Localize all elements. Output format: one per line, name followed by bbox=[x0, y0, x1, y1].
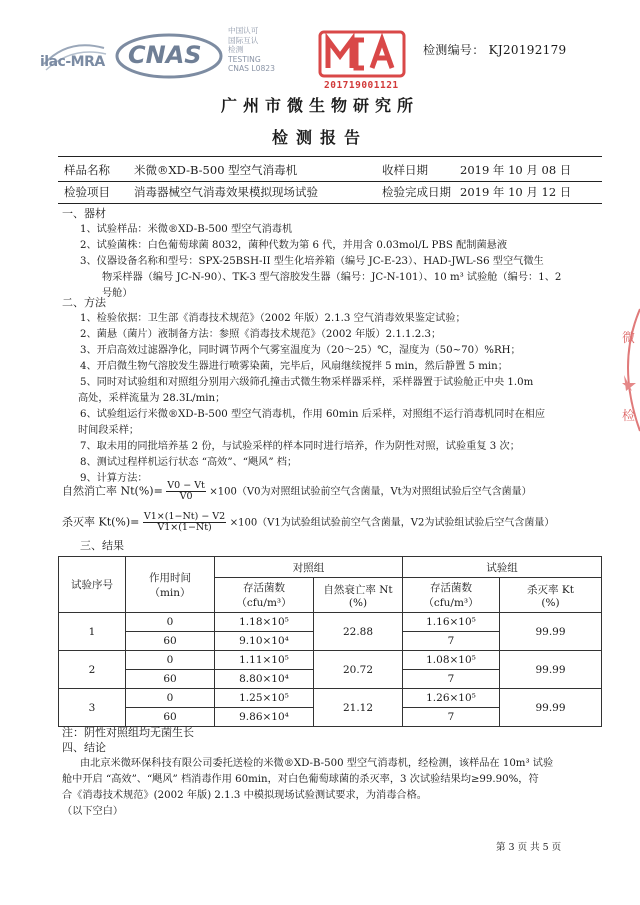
cell-count: 9.86×10⁴ bbox=[215, 708, 314, 727]
cnas-caption bbox=[228, 26, 300, 74]
header-test: 试验组 bbox=[403, 557, 602, 578]
cnas-text: CNAS bbox=[128, 41, 202, 69]
cell-count: 8.80×10⁴ bbox=[215, 670, 314, 689]
section-conclusion-title: 四、结论 bbox=[62, 741, 106, 754]
header-count-label: 存活菌数 bbox=[243, 582, 285, 594]
formula-tail: ×100（V0为对照组试验前空气含菌量，Vt为对照组试验后空气含菌量） bbox=[209, 486, 532, 498]
header-count-unit: （cfu/m³） bbox=[236, 597, 292, 609]
text-line: 物采样器（编号 JC-N-90）、TK-3 型气溶胶发生器（编号：JC-N-101）、10 m³ 试验舱（编号：1、2 bbox=[102, 272, 562, 283]
formula-lead: 杀灭率 Kt(%)= bbox=[62, 515, 140, 529]
cell-time: 60 bbox=[126, 670, 215, 689]
formula-kill-rate bbox=[62, 512, 554, 533]
divider bbox=[58, 203, 602, 204]
side-stamp bbox=[612, 305, 640, 435]
text-line: 2、菌悬（菌片）液制备方法：参照《消毒技术规范》（2002 年版）2.1.1.2.3； bbox=[80, 329, 442, 340]
cell-count-test: 7 bbox=[403, 708, 500, 727]
text-line: 合《消毒技术规范》(2002 年版) 2.1.3 中模拟现场试验测试要求，为消毒合格。 bbox=[62, 790, 427, 801]
header-time-unit: （min） bbox=[149, 586, 191, 599]
formula-fraction bbox=[143, 512, 226, 533]
text-line: 3、仪器设备名称和型号：SPX-25BSH-II 型生化培养箱（编号 JC-E-23）、HAD-JWL-S6 型空气微生 bbox=[80, 256, 544, 267]
cell-count-test: 1.26×10⁵ bbox=[403, 689, 500, 708]
cell-count-test: 7 bbox=[403, 632, 500, 651]
formula-numerator: V0 − Vt bbox=[167, 480, 205, 491]
cma-logo bbox=[318, 28, 428, 92]
cnas-line: TESTING bbox=[228, 54, 261, 64]
cell-time: 0 bbox=[126, 651, 215, 670]
table-header-row bbox=[59, 557, 602, 578]
result-note: 注：阴性对照组均无菌生长 bbox=[62, 726, 194, 739]
header-decay bbox=[314, 578, 403, 613]
cell-time: 0 bbox=[126, 689, 215, 708]
text-line: 2、试验菌株：白色葡萄球菌 8032，菌种代数为第 6 代，并用含 0.03mol/L PBS 配制菌悬液 bbox=[80, 240, 508, 251]
stamp-char: 检 bbox=[622, 409, 636, 424]
cell-count: 9.10×10⁴ bbox=[215, 632, 314, 651]
cell-decay: 22.88 bbox=[314, 613, 403, 651]
cnas-line: 中国认可 bbox=[228, 26, 259, 35]
section-equipment-title: 一、器材 bbox=[62, 207, 106, 220]
text-line: 8、测试过程样机运行状态 “高效”、“飓风” 档； bbox=[80, 457, 298, 468]
org-name: 广州市微生物研究所 bbox=[220, 96, 419, 115]
formula-fraction bbox=[166, 481, 206, 502]
report-number: 检测编号： KJ20192179 bbox=[423, 43, 567, 57]
header-seq: 试验序号 bbox=[59, 557, 126, 613]
formula-denominator: V0 bbox=[179, 491, 193, 502]
cnas-line: 检测 bbox=[228, 45, 244, 55]
cell-decay: 21.12 bbox=[314, 689, 403, 727]
cnas-line: 国际互认 bbox=[228, 35, 259, 45]
finish-value: 2019 年 10 月 12 日 bbox=[460, 185, 572, 199]
cell-seq: 3 bbox=[59, 689, 126, 727]
stamp-char: 微 bbox=[622, 331, 636, 346]
header-count-test-unit: （cfu/m³） bbox=[423, 597, 479, 609]
text-line: 9、计算方法： bbox=[80, 473, 148, 484]
info-row-1 bbox=[58, 159, 602, 181]
header-count-test-label: 存活菌数 bbox=[430, 582, 472, 594]
text-line: 高处，采样流量为 28.3L/min； bbox=[78, 393, 226, 404]
text-line: 4、开启微生物气溶胶发生器进行喷雾染菌，完毕后，风扇继续搅拌 5 min，然后静置 5 min； bbox=[80, 361, 508, 372]
header-kill bbox=[500, 578, 602, 613]
report-title: 检测报告 bbox=[271, 128, 368, 147]
formula-denominator: V1×(1−Nt) bbox=[157, 522, 212, 533]
text-line: 1、检验依据：卫生部《消毒技术规范》（2002 年版）2.1.3 空气消毒效果鉴定试验； bbox=[80, 313, 466, 324]
header-kill-label: 杀灭率 Kt bbox=[527, 583, 574, 596]
ilac-mra-logo bbox=[38, 34, 110, 78]
formula-lead: 自然消亡率 Nt(%)= bbox=[62, 484, 163, 498]
cell-time: 60 bbox=[126, 708, 215, 727]
cell-time: 0 bbox=[126, 613, 215, 632]
header-time bbox=[126, 557, 215, 613]
cell-seq: 2 bbox=[59, 651, 126, 689]
table-row bbox=[59, 651, 602, 670]
table-row bbox=[59, 613, 602, 632]
text-line: 7、取未用的同批培养基 2 份，与试验采样的样本同时进行培养，作为阴性对照，试验重复 3 次； bbox=[80, 441, 520, 452]
text-line: 3、开启高效过滤器净化，同时调节两个气雾室温度为（20～25）℃，湿度为（50~70）%RH； bbox=[80, 345, 521, 356]
section-method bbox=[80, 311, 600, 491]
result-table bbox=[58, 556, 602, 727]
text-line: 5、同时对试验组和对照组分别用六级筛孔撞击式微生物采样器采样，采样器置于试验舱正中央 1.0m bbox=[80, 377, 534, 388]
cell-count-test: 7 bbox=[403, 670, 500, 689]
page-footer: 第 3 页 共 5 页 bbox=[496, 842, 562, 853]
cell-seq: 1 bbox=[59, 613, 126, 651]
sample-label: 样品名称 bbox=[64, 163, 110, 177]
cell-count-test: 1.16×10⁵ bbox=[403, 613, 500, 632]
text-line: 由北京米微环保科技有限公司委托送检的米微®XD-B-500 型空气消毒机，经检测，该样品在 10m³ 试验 bbox=[80, 758, 554, 769]
text-line: （以下空白） bbox=[62, 806, 124, 817]
formula-numerator: V1×(1−Nt) − V2 bbox=[143, 511, 226, 522]
header-kill-unit: (%) bbox=[541, 596, 560, 609]
text-line: 6、试验组运行米微®XD-B-500 型空气消毒机，作用 60min 后采样，对照组不运行消毒机同时在相应 bbox=[80, 409, 546, 420]
cell-kill: 99.99 bbox=[500, 651, 602, 689]
cell-count: 1.11×10⁵ bbox=[215, 651, 314, 670]
section-conclusion bbox=[62, 756, 602, 826]
header-decay-label: 自然衰亡率 Nt bbox=[323, 583, 393, 596]
section-result-title: 三、结果 bbox=[80, 539, 124, 552]
header-decay-unit: (%) bbox=[348, 596, 368, 609]
cell-kill: 99.99 bbox=[500, 689, 602, 727]
cnas-logo bbox=[114, 32, 224, 80]
text-line: 时间段采样； bbox=[78, 425, 140, 436]
project-value: 消毒器械空气消毒效果模拟现场试验 bbox=[134, 185, 318, 199]
sample-value: 米微®XD-B-500 型空气消毒机 bbox=[134, 163, 298, 177]
cell-decay: 20.72 bbox=[314, 651, 403, 689]
header-time-label: 作用时间 bbox=[149, 571, 191, 584]
header-count-test bbox=[403, 578, 500, 613]
section-equipment bbox=[80, 222, 600, 312]
formula-tail: ×100（V1为试验组试验前空气含菌量，V2为试验组试验后空气含菌量） bbox=[229, 517, 555, 529]
header-count bbox=[215, 578, 314, 613]
formula-natural-decay bbox=[62, 481, 532, 502]
ilac-text: ilac-MRA bbox=[40, 54, 105, 70]
text-line: 1、试验样品：米微®XD-B-500 型空气消毒机 bbox=[80, 224, 293, 235]
divider bbox=[58, 156, 602, 157]
cell-count-test: 1.08×10⁵ bbox=[403, 651, 500, 670]
cell-kill: 99.99 bbox=[500, 613, 602, 651]
header-control: 对照组 bbox=[215, 557, 403, 578]
header-logos bbox=[38, 20, 458, 90]
cell-time: 60 bbox=[126, 632, 215, 651]
cell-count: 1.25×10⁵ bbox=[215, 689, 314, 708]
receive-value: 2019 年 10 月 08 日 bbox=[460, 163, 572, 177]
cell-count: 1.18×10⁵ bbox=[215, 613, 314, 632]
finish-label: 检验完成日期 bbox=[382, 185, 451, 199]
project-label: 检验项目 bbox=[64, 185, 110, 199]
cma-number: 201719001121 bbox=[324, 80, 399, 91]
cnas-line: CNAS L0823 bbox=[228, 64, 275, 74]
text-line: 舱中开启 “高效”、“飓风” 档消毒作用 60min，对白色葡萄球菌的杀灭率，3 次试验结果均≥99.90%，符 bbox=[62, 774, 539, 785]
text-line: 号舱） bbox=[102, 288, 133, 299]
table-row bbox=[59, 689, 602, 708]
info-row-2 bbox=[58, 181, 602, 203]
receive-label: 收样日期 bbox=[382, 163, 428, 177]
section-method-title: 二、方法 bbox=[62, 296, 106, 309]
